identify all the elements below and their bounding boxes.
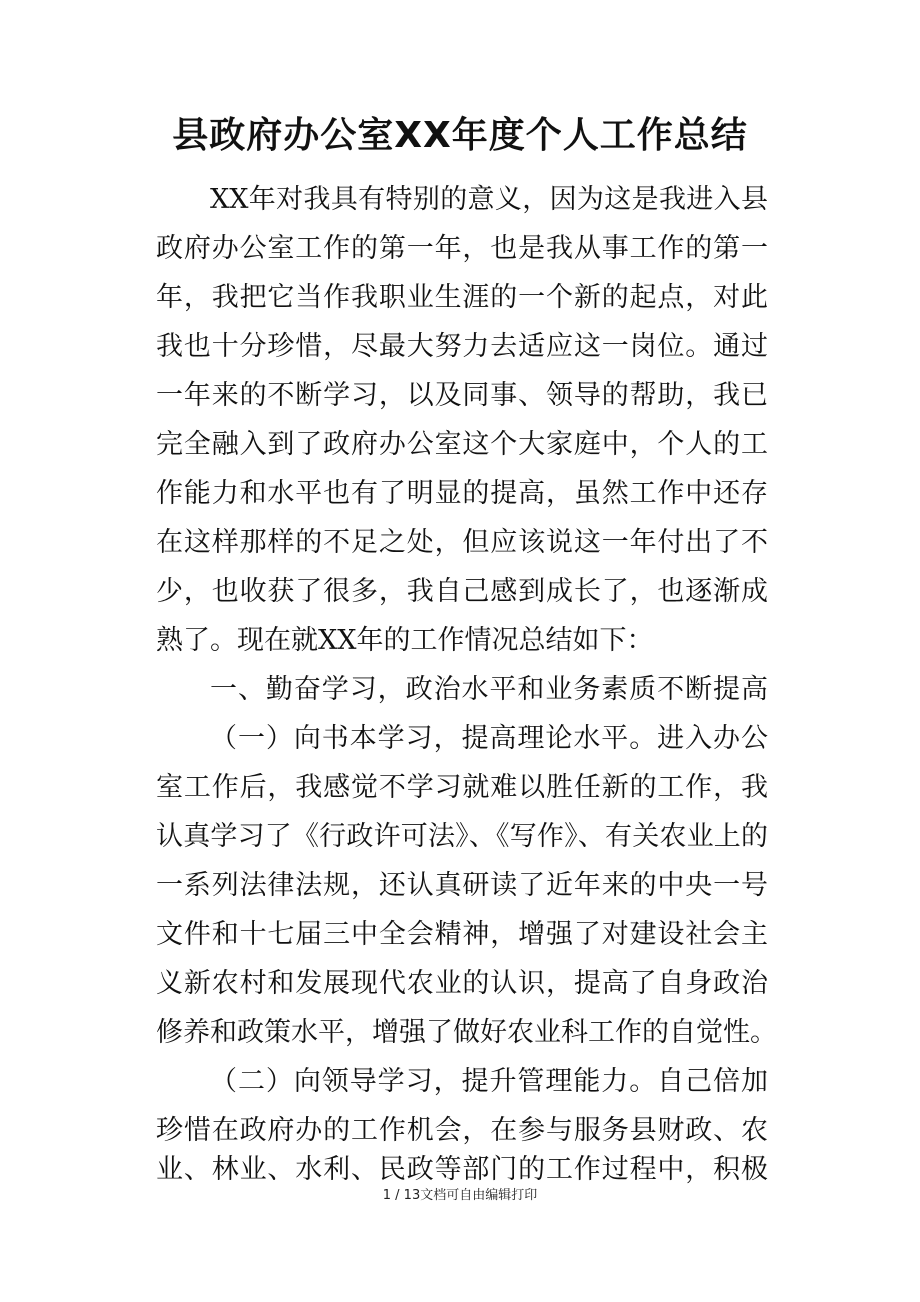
paragraph-line: 年，我把它当作我职业生涯的一个新的起点，对此 [156, 282, 768, 313]
paragraph-line: （一）向书本学习，提高理论水平。进入办公 [210, 723, 768, 754]
document-title: 县政府办公室XX年度个人工作总结 [172, 115, 748, 156]
paragraph-line: （二）向领导学习，提升管理能力。自己倍加 [210, 1066, 768, 1097]
paragraph-line: 一系列法律法规，还认真研读了近年来的中央一号 [156, 870, 768, 901]
paragraph-line: 我也十分珍惜，尽最大努力去适应这一岗位。通过 [156, 331, 768, 362]
paragraph-line: 完全融入到了政府办公室这个大家庭中，个人的工 [156, 429, 768, 460]
paragraph-line: 文件和十七届三中全会精神，增强了对建设社会主 [156, 919, 768, 950]
paragraph-line: 修养和政策水平，增强了做好农业科工作的自觉性。 [156, 1017, 777, 1048]
paragraph-line: 一年来的不断学习，以及同事、领导的帮助，我已 [156, 380, 768, 411]
paragraph-line: 作能力和水平也有了明显的提高，虽然工作中还存 [156, 478, 768, 509]
paragraph-line: 熟了。现在就XX年的工作情况总结如下： [156, 625, 654, 656]
page-footer: 1 / 13文档可自由编辑打印 [382, 1188, 538, 1203]
paragraph-line: 在这样那样的不足之处，但应该说这一年付出了不 [156, 527, 768, 558]
section-heading: 一、勤奋学习，政治水平和业务素质不断提高 [210, 674, 768, 705]
paragraph-line: 业、林业、水利、民政等部门的工作过程中，积极 [156, 1154, 768, 1185]
paragraph-line: 政府办公室工作的第一年，也是我从事工作的第一 [156, 233, 768, 264]
paragraph-line: 少，也收获了很多，我自己感到成长了，也逐渐成 [156, 576, 768, 607]
paragraph-line: 室工作后，我感觉不学习就难以胜任新的工作，我 [156, 772, 768, 803]
paragraph-line: 认真学习了《行政许可法》、《写作》、有关农业上的 [156, 821, 768, 852]
paragraph-line: 义新农村和发展现代农业的认识，提高了自身政治 [156, 968, 768, 999]
paragraph-line: 珍惜在政府办的工作机会，在参与服务县财政、农 [156, 1115, 768, 1146]
paragraph-line: XX年对我具有特别的意义，因为这是我进入县 [210, 184, 768, 215]
